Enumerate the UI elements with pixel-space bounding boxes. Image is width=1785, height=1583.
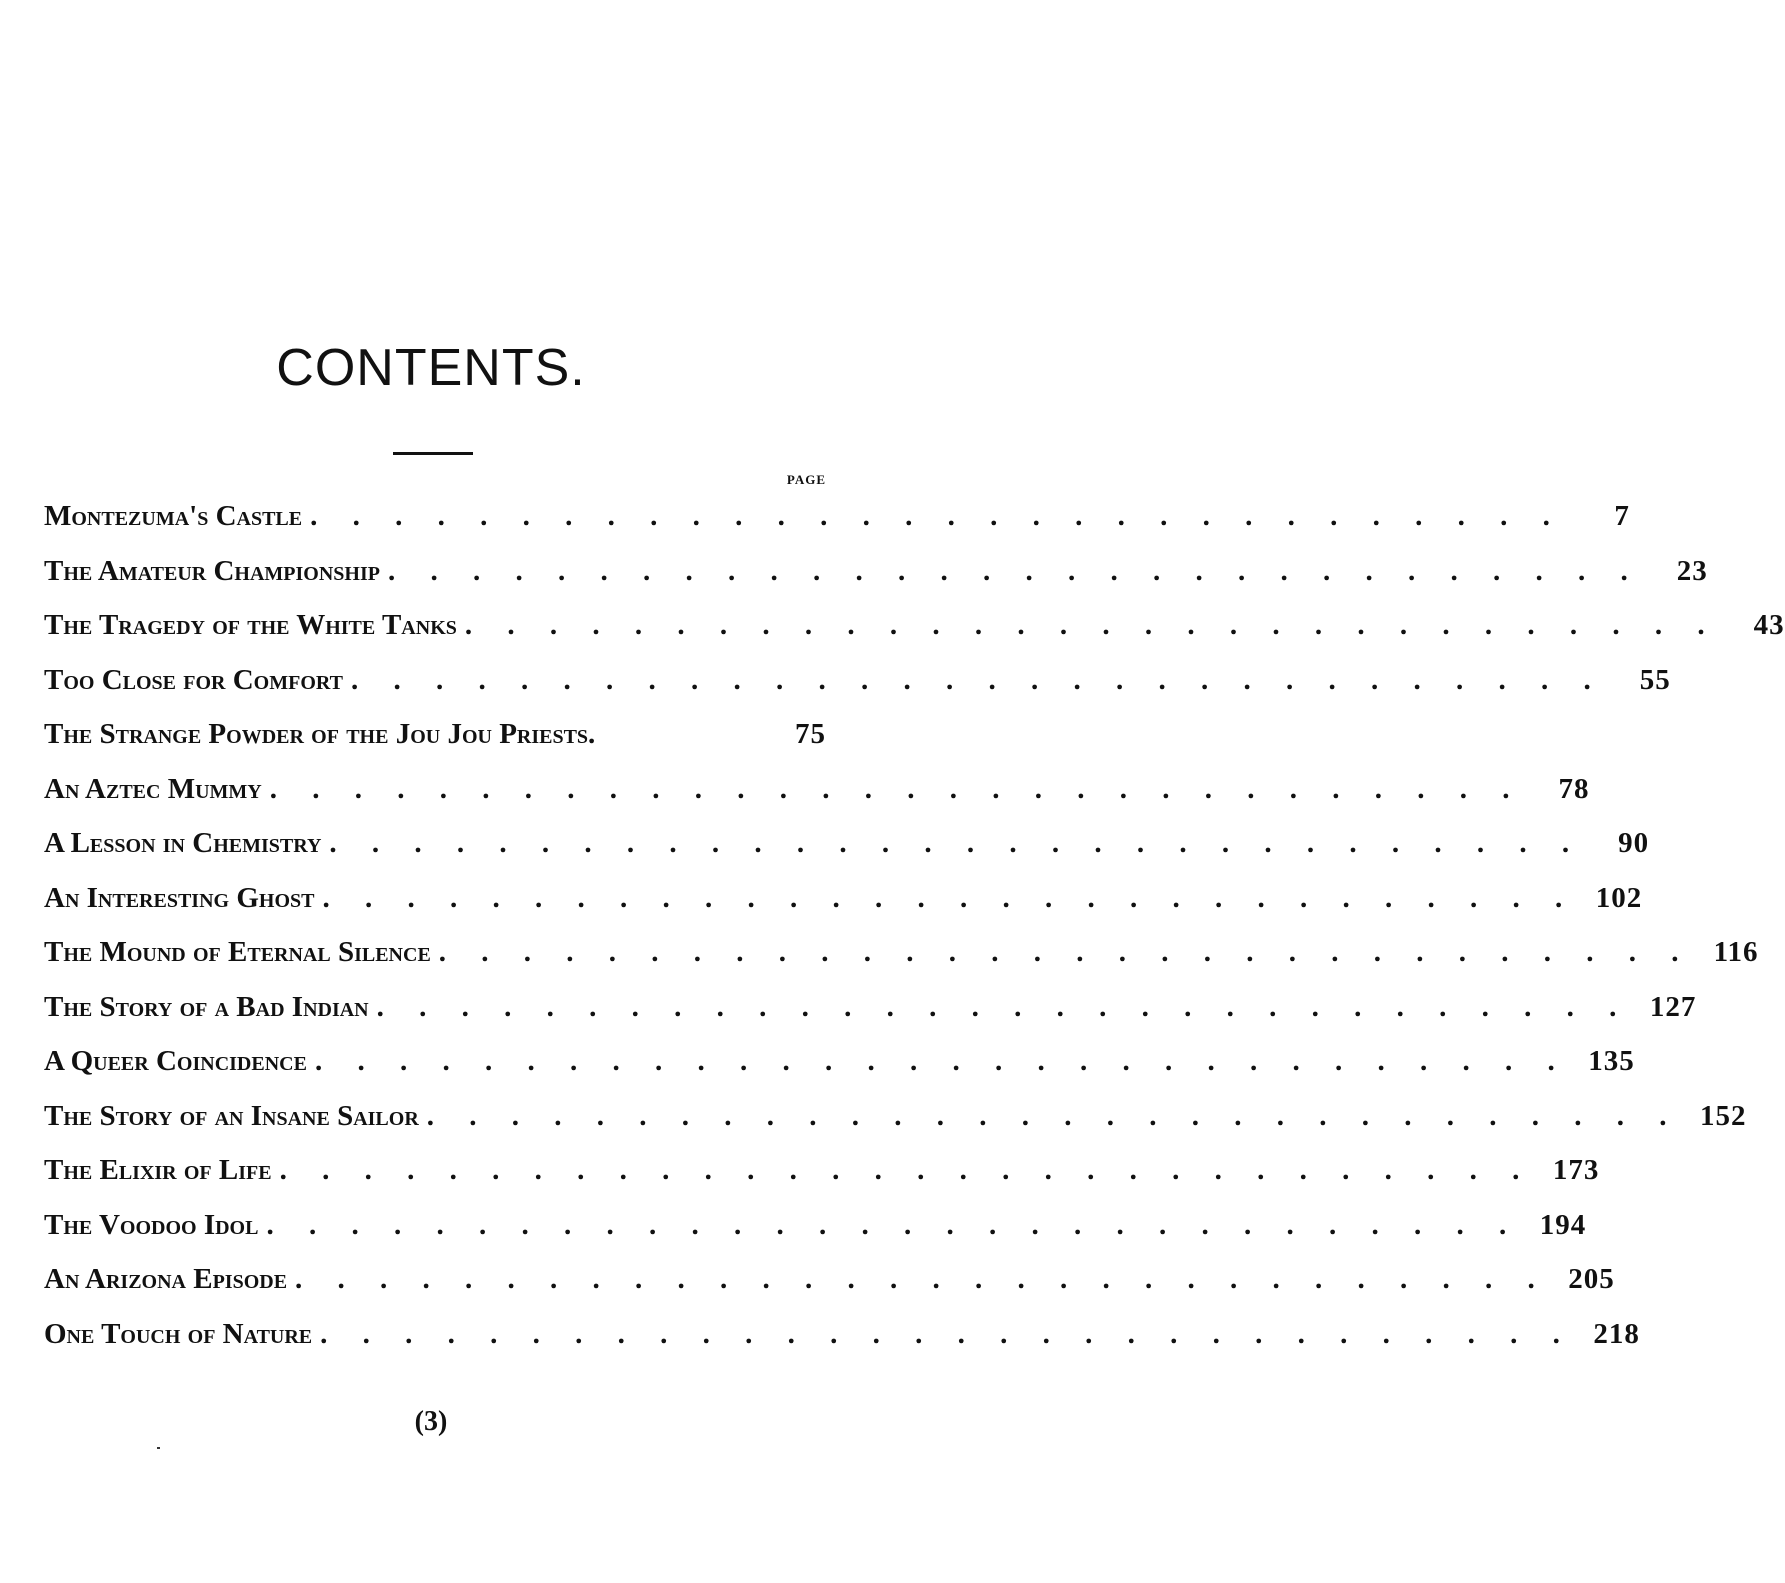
dot-leader: . . . . . . . . . . . . . . . . . . . . . . . . . . . . . . — [329, 827, 1584, 859]
toc-entry[interactable] — [44, 1208, 1587, 1264]
toc-entry[interactable] — [44, 990, 1697, 1046]
toc-entry[interactable] — [44, 1045, 1635, 1100]
entry-page-number: 90 — [1618, 827, 1650, 859]
dot-leader: . . . . . . . . . . . . . . . . . . . . . . . . . . . . . . — [320, 1317, 1574, 1350]
entry-title: Montezuma's Castle — [44, 500, 303, 532]
dot-leader: . . . . . . . . . . . . . . . . . . . . . . . . . . . . . . — [350, 663, 1605, 696]
entry-page-number: 55 — [1639, 663, 1671, 696]
entry-title: The Amateur Championship — [44, 554, 380, 587]
entry-page-number: 218 — [1593, 1317, 1640, 1350]
toc-entry[interactable] — [44, 554, 1708, 610]
dot-leader: . . . . . . . . . . . . . . . . . . . . . . . . . . . . . . — [269, 772, 1524, 805]
entry-page-number: 173 — [1552, 1154, 1600, 1186]
dot-leader: . . . . . . . . . . . . . . . . . . . . . . . . . . . . . . — [426, 1099, 1681, 1132]
entry-page-number: 116 — [1713, 936, 1759, 968]
entry-title: The Story of a Bad Indian — [44, 990, 369, 1023]
entry-page-number: 23 — [1676, 554, 1708, 587]
entry-page-number: 205 — [1568, 1263, 1615, 1295]
table-of-contents — [44, 500, 1785, 1372]
toc-entry[interactable] — [44, 1317, 1640, 1373]
entry-page-number: 7 — [1614, 500, 1630, 532]
toc-entry[interactable] — [44, 772, 1590, 828]
dot-leader: . . . . . . . . . . . . . . . . . . . . . . . . . . . . . . — [314, 1045, 1569, 1077]
entry-title: A Queer Coincidence — [44, 1045, 307, 1077]
toc-entry[interactable] — [44, 718, 826, 773]
entry-page-number: 102 — [1595, 881, 1643, 914]
dot-leader: . . . . . . . . . . . . . . . . . . . . . . . . . . . . . . — [387, 554, 1642, 587]
print-speck — [157, 1447, 160, 1449]
entry-title: Too Close for Comfort — [44, 663, 343, 696]
entry-title: The Story of an Insane Sailor — [44, 1099, 419, 1132]
entry-title: One Touch of Nature — [44, 1317, 313, 1350]
dot-leader: . . . . . . . . . . . . . . . . . . . . . . . . . . . . . . — [310, 500, 1564, 532]
entry-title: The Voodoo Idol — [44, 1208, 259, 1241]
page-column-label: PAGE — [786, 472, 826, 487]
entry-title: The Elixir of Life — [44, 1154, 272, 1186]
toc-entry[interactable] — [44, 1154, 1600, 1209]
dot-leader: . . . . . . . . . . . . . . . . . . . . . . . . . . . . . . — [266, 1208, 1521, 1241]
entry-title: An Interesting Ghost — [44, 881, 315, 914]
entry-page-number: 135 — [1588, 1045, 1635, 1077]
dot-leader: . . . . . . . . . . . . . . . . . . . . . . . . . . . . . . — [295, 1263, 1549, 1295]
dot-leader: . . . . . . . . . . . . . . . . . . . . . . . . . . . . . . — [279, 1154, 1534, 1186]
entry-page-number: 75 — [795, 718, 826, 750]
entry-page-number: 43 — [1753, 609, 1785, 641]
entry-page-number: 194 — [1539, 1208, 1587, 1241]
entry-page-number: 127 — [1649, 990, 1697, 1023]
page-folio: (3) — [414, 1406, 448, 1437]
entry-title: An Aztec Mummy — [44, 772, 262, 805]
dot-leader: . . . . . . . . . . . . . . . . . . . . . . . . . . . . . . — [376, 990, 1631, 1023]
title-rule — [393, 452, 473, 455]
toc-entry[interactable] — [44, 936, 1759, 991]
dot-leader: . . . . . . . . . . . . . . . . . . . . . . . . . . . . . . — [464, 609, 1719, 641]
toc-entry[interactable] — [44, 1263, 1615, 1318]
page-title: CONTENTS. — [276, 339, 586, 397]
toc-entry[interactable] — [44, 1099, 1747, 1155]
entry-title: A Lesson in Chemistry — [44, 827, 322, 859]
dot-leader: . . . . . . . . . . . . . . . . . . . . . . . . . . . . . . — [438, 936, 1693, 968]
entry-page-number: 78 — [1558, 772, 1590, 805]
entry-title: The Mound of Eternal Silence — [44, 936, 431, 968]
dot-leader: . . . . . . . . . . . . . . . . . . . . . . . . . . . . . . — [322, 881, 1577, 914]
entry-page-number: 152 — [1700, 1099, 1747, 1132]
toc-entry[interactable] — [44, 827, 1650, 882]
toc-entry[interactable] — [44, 609, 1785, 664]
entry-title: An Arizona Episode — [44, 1263, 288, 1295]
entry-title: The Strange Powder of the Jou Jou Priests. — [44, 718, 596, 750]
toc-entry[interactable] — [44, 500, 1630, 555]
toc-entry[interactable] — [44, 663, 1671, 719]
entry-title: The Tragedy of the White Tanks — [44, 609, 457, 641]
toc-entry[interactable] — [44, 881, 1643, 937]
